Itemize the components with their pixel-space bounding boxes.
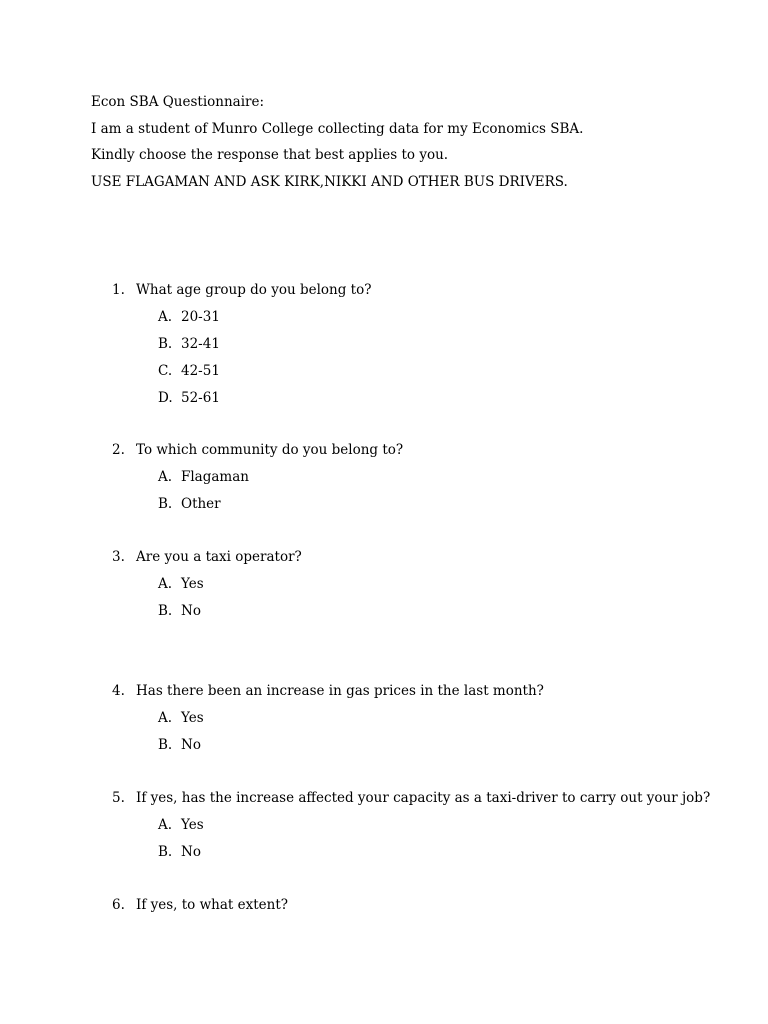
option-text: Other xyxy=(181,496,221,512)
option-item[interactable] xyxy=(158,363,732,390)
intro-instruction-line: Kindly choose the response that best applies to you. xyxy=(91,147,449,163)
question-heading xyxy=(112,683,732,710)
question-number: 5. xyxy=(112,790,125,806)
option-letter: B. xyxy=(158,603,173,619)
option-letter: A. xyxy=(158,576,173,592)
question-text: What age group do you belong to? xyxy=(136,282,372,298)
option-text: 42-51 xyxy=(181,363,220,379)
question-number: 4. xyxy=(112,683,125,699)
option-item[interactable] xyxy=(158,737,732,764)
question-number: 3. xyxy=(112,549,125,565)
option-letter: B. xyxy=(158,737,173,753)
intro-student-line: I am a student of Munro College collecting data for my Economics SBA. xyxy=(91,120,584,137)
option-item[interactable] xyxy=(158,576,732,603)
option-item[interactable] xyxy=(158,309,732,336)
option-text: Yes xyxy=(181,817,204,833)
option-letter: A. xyxy=(158,309,173,325)
question-number: 6. xyxy=(112,897,125,913)
option-item[interactable] xyxy=(158,336,732,363)
question-5 xyxy=(112,790,732,871)
question-4 xyxy=(112,683,732,764)
question-heading xyxy=(112,897,732,924)
option-letter: B. xyxy=(158,844,173,860)
option-text: No xyxy=(181,844,201,860)
option-letter: B. xyxy=(158,336,173,352)
question-heading xyxy=(112,549,732,576)
option-text: Yes xyxy=(181,576,204,592)
question-3 xyxy=(112,549,732,630)
question-heading xyxy=(112,790,732,817)
option-letter: A. xyxy=(158,469,173,485)
option-letter: C. xyxy=(158,363,173,379)
question-number: 2. xyxy=(112,442,125,458)
option-item[interactable] xyxy=(158,844,732,871)
option-text: No xyxy=(181,737,201,753)
option-item[interactable] xyxy=(158,469,732,496)
option-item[interactable] xyxy=(158,496,732,523)
option-item[interactable] xyxy=(158,390,732,417)
option-letter: A. xyxy=(158,817,173,833)
question-heading xyxy=(112,442,732,469)
question-text: If yes, to what extent? xyxy=(136,897,288,913)
question-heading xyxy=(112,282,732,309)
question-6 xyxy=(112,897,732,924)
option-letter: D. xyxy=(158,390,173,406)
question-text: To which community do you belong to? xyxy=(136,442,404,458)
question-text: Are you a taxi operator? xyxy=(136,549,302,565)
question-1 xyxy=(112,282,732,417)
option-item[interactable] xyxy=(158,710,732,737)
intro-note-line: USE FLAGAMAN AND ASK KIRK,NIKKI AND OTHER BUS DRIVERS. xyxy=(91,173,568,190)
question-2 xyxy=(112,442,732,523)
option-text: Flagaman xyxy=(181,469,249,485)
option-text: Yes xyxy=(181,710,204,726)
question-text: Has there been an increase in gas prices in the last month? xyxy=(136,683,544,699)
option-text: 32-41 xyxy=(181,336,220,352)
option-text: No xyxy=(181,603,201,619)
intro-block xyxy=(91,94,731,200)
question-text: If yes, has the increase affected your capacity as a taxi-driver to carry out your job? xyxy=(136,790,711,806)
document-title: Econ SBA Questionnaire: xyxy=(91,94,265,110)
option-item[interactable] xyxy=(158,603,732,630)
option-text: 52-61 xyxy=(181,390,220,406)
option-text: 20-31 xyxy=(181,309,220,325)
option-letter: B. xyxy=(158,496,173,512)
option-item[interactable] xyxy=(158,817,732,844)
question-number: 1. xyxy=(112,282,125,298)
option-letter: A. xyxy=(158,710,173,726)
